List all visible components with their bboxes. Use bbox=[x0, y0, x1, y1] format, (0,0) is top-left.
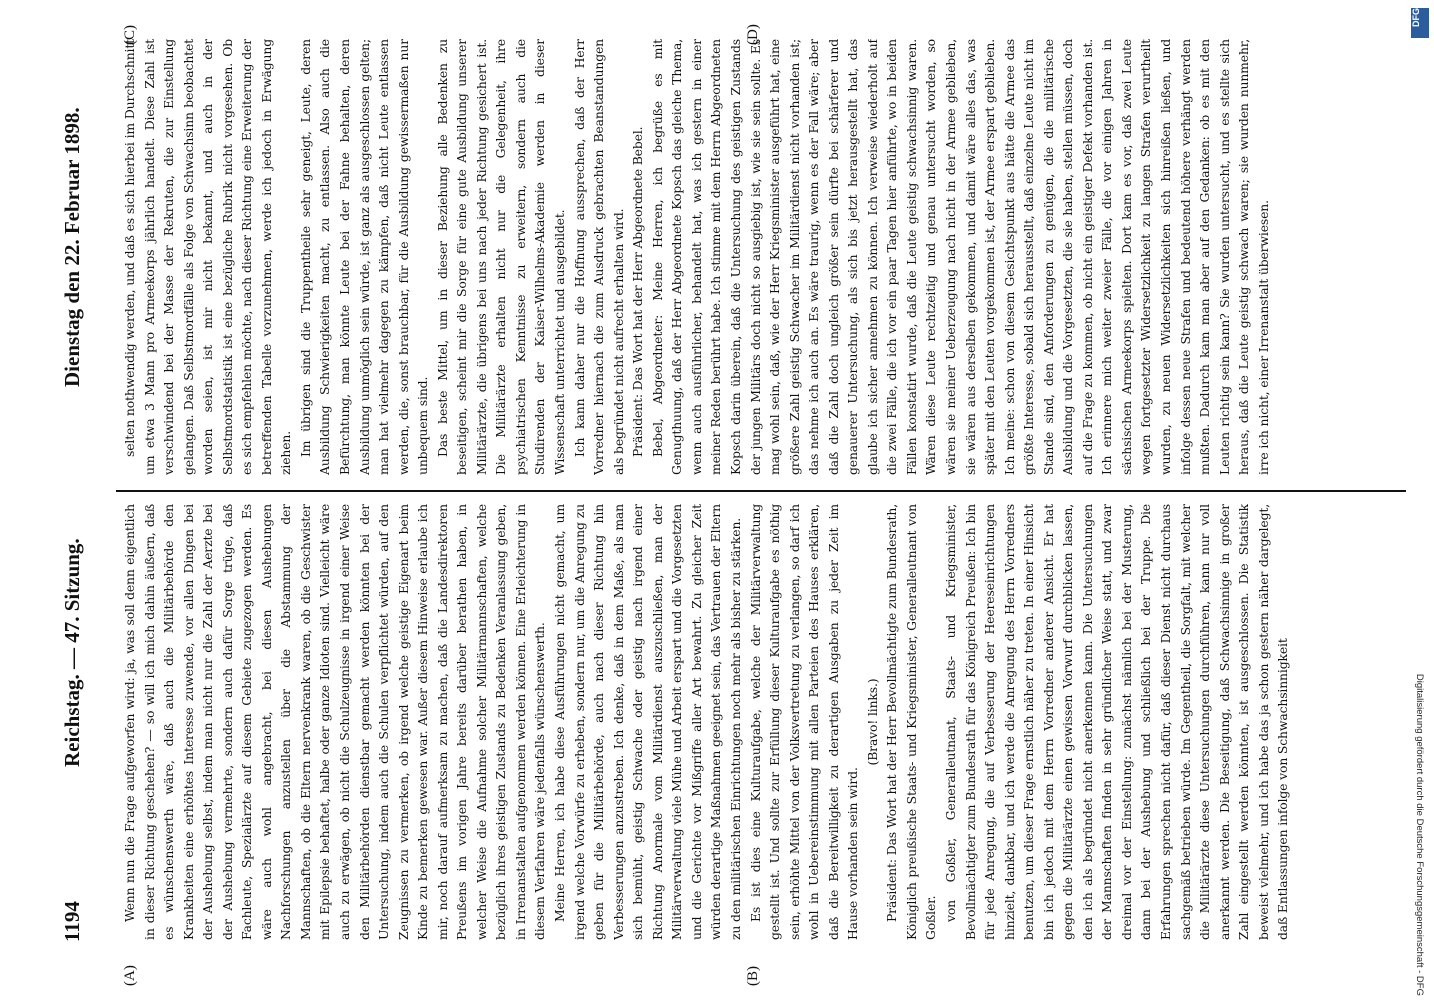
paragraph: Im übrigen sind die Truppentheile sehr geneigt, Leute, deren Ausbildung Schwierigkeiten macht, zu entlassen. Also auch die Befürchtung, man könnte Leute bei der Fahne behalten, deren Ausbildung unmöglich sein würde, ist ganz als ausgeschlossen gelten; man hat vielmehr dagegen zu kämpfen, daß nicht Leute entlassen werden, die, sonst brauchbar, für die Ausbildung gewissermaßen nur unbequem sind. bbox=[297, 39, 431, 475]
running-head bbox=[54, 62, 94, 942]
margin-marker-c: (C) bbox=[122, 25, 138, 45]
margin-marker-b: (B) bbox=[745, 966, 761, 986]
column-left bbox=[120, 504, 1400, 940]
credit-text: Digitalisierung gefördert durch die Deutsche Forschungsgemeinschaft - DFG bbox=[1414, 673, 1425, 996]
paragraph: Bebel, Abgeordneter: Meine Herren, ich begrüße es mit Genugthuung, daß der Herr Abgeordnete Kopsch das gleiche Thema, wenn auch ausführlicher, behandelt hat, was ich gestern in einer meiner Reden berührt habe. Ich stimme mit dem Herrn Abgeordneten Kopsch darin überein, daß die Untersuchung des geistigen Zustands der jungen Militärs doch nicht so ausgiebig ist, wie sie sein sollte. Es mag wohl sein, daß, wie der Herr Kriegsminister ausgeführt hat, eine größere Zahl geistig Schwacher im Militärdienst nicht vorhanden ist; das nehme ich auch an. Es wäre traurig, wenn es der Fall wäre; aber daß die Zahl doch ungleich größer sein dürfte bei schärferer und genauerer Untersuchung, als sich bis jetzt herausgestellt hat, das glaube ich sicher annehmen zu können. Ich verweise wiederholt auf die zwei Fälle, die ich vor ein paar Tagen hier anführte, wo in beiden Fällen konstatirt wurde, daß die Leute geistig schwachsinnig waren. Wären diese Leute rechtzeitig und genau untersucht worden, so wären sie meiner Ueberzeugung nach nicht in der Armee geblieben, sie wären aus derselben gekommen, und damit wäre alles das, was später mit den Leuten vorgekommen ist, der Armee erspart geblieben. Ich meine: schon von diesem Gesichtspunkt aus hätte die Armee das größte Interesse, sobald sich herausstellt, daß einzelne Leute nicht im Stande sind, den Anforderungen zu genügen, die die militärische Ausbildung und die Vorgesetzten, die sie haben, stellen müssen, doch auf die Frage zu kommen, ob nicht ein geistiger Defekt vorhanden ist. Ich erinnere mich weiter zweier Fälle, die vor einigen Jahren in sächsischen Armeekorps spielten. Dort kam es vor, daß zwei Leute wegen fortgesetzter Widersetzlichkeit zu langen Strafen verurtheilt wurden, zu neuen Widersetzlichkeiten sich hinreißen ließen, und infolge dessen neue Strafen und bedeutend höhere verhängt werden mußten. Dadurch kam man aber auf den Gedanken: ob es mit den Leuten richtig sein kann? Sie wurden untersucht, und es stellte sich heraus, daß die Leute geistig schwach waren; sie wurden nunmehr, irre ich nicht, einer Irrenanstalt überwiesen. bbox=[649, 39, 1271, 475]
paragraph: Das beste Mittel, um in dieser Beziehung alle Bedenken zu beseitigen, scheint mir die Sorge für eine gute Ausbildung unserer Militärärzte, die übrigens bei uns nach jeder Richtung gesichert ist. Die Militärärzte erhalten nicht nur die Gelegenheit, ihre psychiatrischen Kenntnisse zu erweitern, sondern auch die Studirenden der Kaiser-Wilhelms-Akademie werden in dieser Wissenschaft unterrichtet und ausgebildet. bbox=[434, 39, 568, 475]
page-number: 1194 bbox=[60, 901, 84, 942]
rotated-page bbox=[40, 0, 1420, 1000]
paragraph: Präsident: Das Wort hat der Herr Abgeordnete Bebel. bbox=[630, 126, 646, 457]
paragraph: Ich kann daher nur die Hoffnung aussprechen, daß der Herr Vorredner hiernach die zum Ausdruck gebrachten Beanstandungen als begründet nicht aufrecht erhalten wird. bbox=[571, 39, 626, 475]
paragraph: Es ist dies eine Kulturaufgabe, welche der Militärverwaltung gestellt ist. Und sollte zur Erfüllung dieser Kulturaufgabe es nöthig sein, erhöhte Mittel von der Volksvertretung zu verlangen, so darf ich wohl in Uebereinstimmung mit allen Parteien des Hauses erklären, daß die Bereitwilligkeit zu derartigen Ausgaben zu jeder Zeit im Hause vorhanden sein wird. bbox=[747, 504, 861, 940]
paragraph: Wenn nun die Frage aufgeworfen wird: ja, was soll denn eigentlich in dieser Richtung geschehen? — so will ich mich dahin äußern, daß es wünschenswerth wäre, daß auch die Militärbehörde den Krankheiten eine erhöhtes Interesse zuwende, vor allen Dingen bei der Aushebung selbst, indem man nicht nur die Zahl der Aerzte bei der Aushebung vermehrte, sondern auch dafür Sorge trüge, daß Fachleute, Spezialärzte auf diesem Gebiete zugezogen werden. Es wäre auch wohl angebracht, bei diesen Aushebungen Nachforschungen anzustellen über die Abstammung der Mannschaften, ob die Eltern nervenkrank waren, ob die Geschwister mit Epilepsie behaftet, halbe oder ganze Idioten sind. Vielleicht wäre auch zu erwägen, ob nicht die Schulzeugnisse in irgend einer Weise den Militärbehörden dienstbar gemacht werden könnten bei der Untersuchung, indem auch die Schulen verpflichtet würden, auf den Zeugnissen zu vermerken, ob irgend welche geistige Eigenart beim Kinde zu bemerken gewesen war. Außer diesem Hinweise erlaube ich mir, noch darauf aufmerksam zu machen, daß die Landesdirektoren Preußens im vorigen Jahre bereits darüber berathen haben, in welcher Weise die Aufnahme solcher Militärmannschaften, welche bezüglich ihres geistigen Zustands zu Bedenken Veranlassung geben, in Irrenanstalten aufgenommen werden können. Eine Erleichterung in diesem Verfahren wäre jedenfalls wünschenswerth. bbox=[122, 504, 548, 940]
margin-marker-a: (A) bbox=[122, 965, 138, 986]
paragraph: von Goßler, Generalleutnant, Staats- und Kriegsminister, Bevollmächtigter zum Bundesrath für das Königreich Preußen: Ich bin für jede Anregung, die auf Verbesserung der Heereseinrichtungen hinzielt, dankbar, und ich werde die Anregung des Herrn Vorredners benutzen, um dieser Frage ernstlich näher zu treten. In einer Hinsicht bin ich jedoch mit dem Herrn Vorredner anderer Ansicht. Er hat gegen die Militärärzte einen gewissen Vorwurf durchblicken lassen, den ich als begründet nicht anerkennen kann. Die Untersuchungen der Mannschaften finden in sehr gründlicher Weise statt, und zwar dreimal vor der Einstellung: zunächst nämlich bei der Musterung, dann bei der Aushebung und schließlich bei der Truppe. Die Erfahrungen sprechen nicht dafür, daß dieser Dienst nicht durchaus sachgemäß betrieben würde. Im Gegentheil, die Sorgfalt, mit welcher die Militärärzte diese Untersuchungen durchführen, kann nur voll anerkannt werden. Die Beseitigung, daß Schwachsinnige in großer Zahl eingestellt werden könnten, ist ausgeschlossen. Die Statistik beweist vielmehr, und ich habe das ja schon gestern näher dargelegt, daß Entlassungen infolge von Schwachsinnigkeit bbox=[942, 504, 1291, 940]
paragraph: Präsident: Das Wort hat der Herr Bevollmächtigte zum Bundesrath, Königlich preußische Staats- und Kriegsminister, Generalleutnant von Goßler. bbox=[884, 504, 939, 940]
logo-text: DFG bbox=[1411, 8, 1421, 27]
column-rule bbox=[116, 490, 1406, 492]
interjection: (Bravo! links.) bbox=[864, 678, 880, 766]
margin-marker-d: (D) bbox=[745, 24, 761, 45]
running-head-right: Dienstag den 22. Februar 1898. bbox=[60, 107, 84, 387]
digitization-credit bbox=[1408, 6, 1430, 996]
column-right bbox=[120, 39, 1400, 475]
running-head-left: Reichstag. — 47. Sitzung. bbox=[60, 538, 84, 767]
paragraph: Meine Herren, ich habe diese Ausführungen nicht gemacht, um irgend welche Vorwürfe zu erheben, sondern nur, um die Anregung zu geben für die Militärbehörde, auch nach dieser Richtung hin Verbesserungen anzustreben. Ich denke, daß in dem Maße, als man sich bemüht, geistig Schwache oder geistig nach irgend einer Richtung Anormale vom Militärdienst auszuschließen, man der Militärverwaltung viele Mühe und Arbeit erspart und die Vorgesetzten und die Gerichte vor Mißgriffe aller Art bewahrt. Zu gleicher Zeit würden derartige Maßnahmen geeignet sein, das Vertrauen der Eltern zu den militärischen Einrichtungen noch mehr als bisher zu stärken. bbox=[552, 504, 743, 940]
paragraph: selten nothwendig werden, und daß es sich hierbei im Durchschnitt um etwa 3 Mann pro Armeekorps jährlich handelt. Diese Zahl ist verschwindend bei der Masse der Rekruten, die zur Einstellung gelangen. Daß Selbstmordfälle als Folge von Schwachsinn beobachtet worden seien, ist mir nicht bekannt, und auch in der Selbstmordstatistik ist eine bezügliche Rubrik nicht vorgesehen. Ob es sich empfehlen möchte, nach dieser Richtung eine Erweiterung der betreffenden Tabelle vorzunehmen, werde ich jedoch in Erwägung ziehen. bbox=[122, 39, 294, 475]
